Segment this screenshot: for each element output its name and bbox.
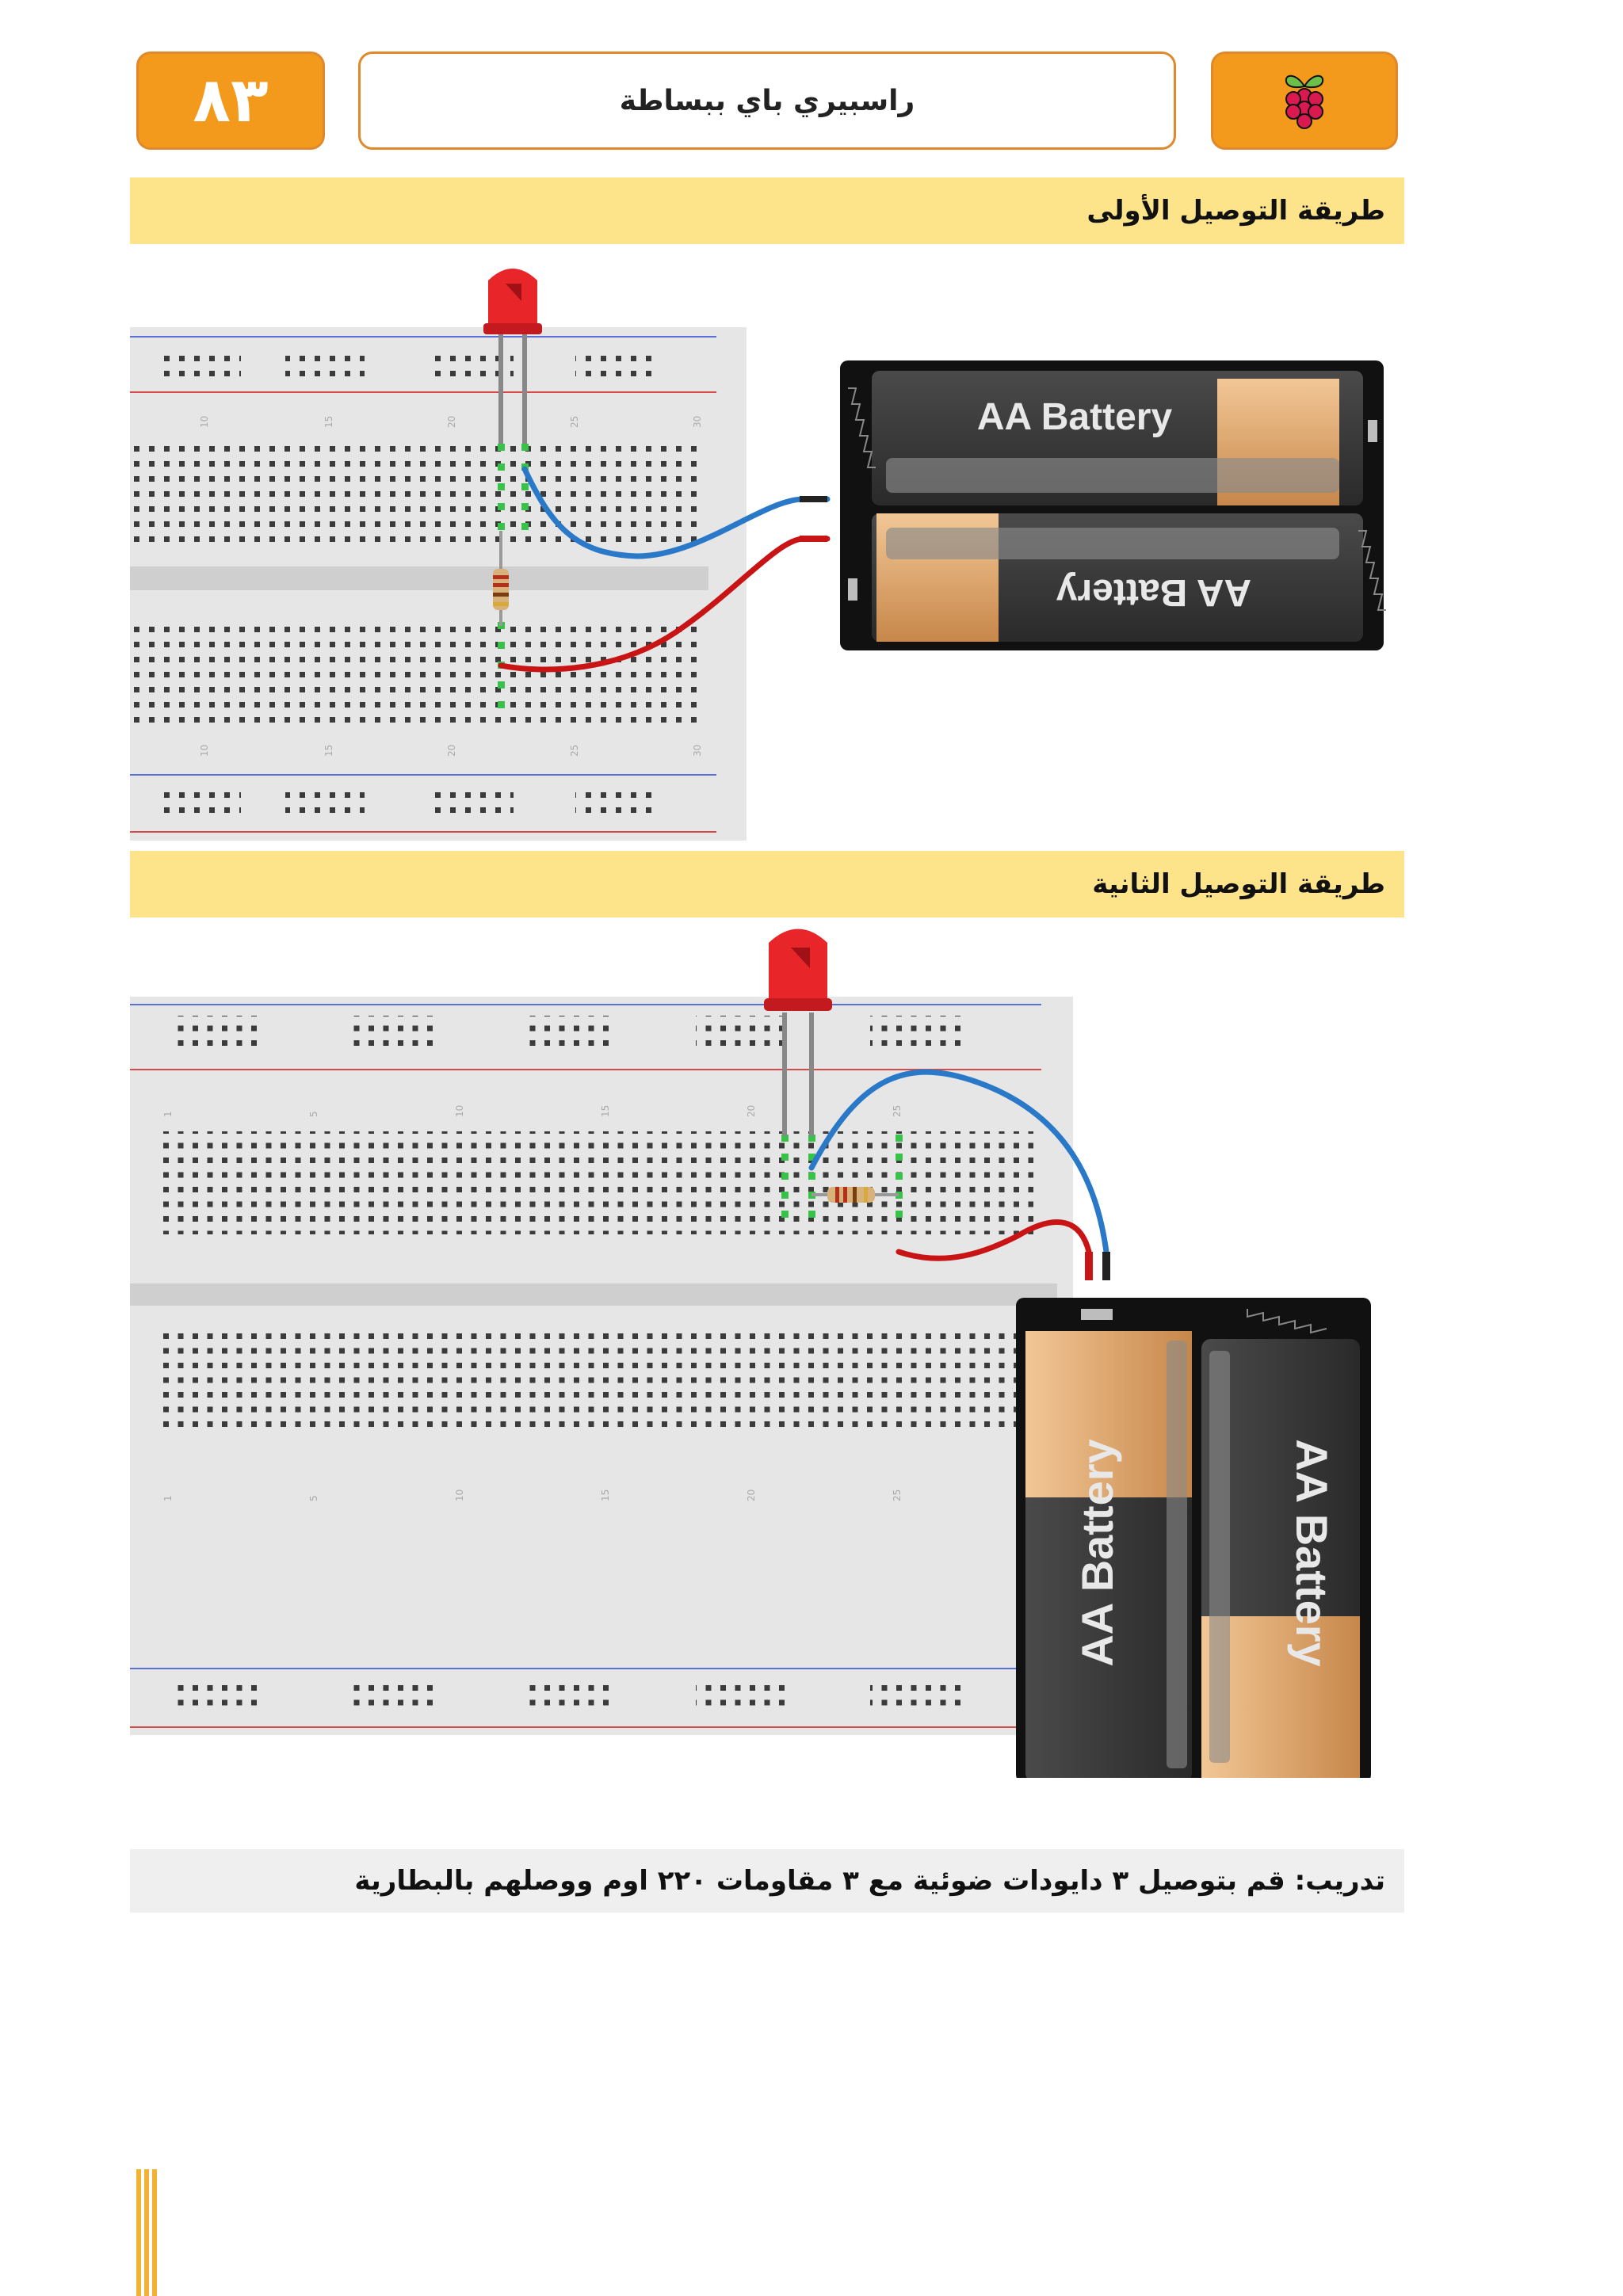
column-number-15-bottom: 15	[600, 1489, 611, 1501]
column-number-1: 1	[162, 1111, 174, 1117]
decorative-stripe	[144, 2169, 149, 2296]
column-number-5: 5	[308, 1111, 319, 1117]
battery-label-1: AA Battery	[976, 396, 1173, 438]
breadboard-2	[130, 997, 1073, 1735]
battery-label-3: AA Battery	[1072, 1439, 1122, 1667]
decorative-stripe	[152, 2169, 157, 2296]
column-number-1-bottom: 1	[162, 1495, 174, 1501]
column-number-15: 15	[600, 1104, 611, 1117]
decorative-stripe	[136, 2169, 141, 2296]
column-number-10-bottom: 10	[199, 744, 210, 757]
column-number-20-bottom: 20	[746, 1489, 757, 1501]
column-number-30: 30	[692, 415, 703, 428]
breadboard-1	[130, 327, 747, 841]
wiring-figure-1	[130, 261, 1398, 848]
column-number-20: 20	[446, 415, 457, 428]
column-number-25-bottom: 25	[892, 1489, 903, 1501]
book-title-box	[358, 51, 1176, 150]
column-number-25: 25	[569, 415, 580, 428]
battery-label-2: AA Battery	[1056, 571, 1252, 613]
section-heading-1	[130, 177, 1404, 244]
column-number-20-bottom: 20	[446, 744, 457, 757]
column-number-25: 25	[892, 1104, 903, 1117]
column-number-15-bottom: 15	[323, 744, 334, 757]
column-number-20: 20	[746, 1104, 757, 1117]
page-number: ٨٣	[193, 65, 269, 136]
column-number-15: 15	[323, 415, 334, 428]
logo-box	[1211, 51, 1398, 150]
page-number-badge	[136, 51, 325, 150]
column-number-5-bottom: 5	[308, 1495, 319, 1501]
column-number-30-bottom: 30	[692, 744, 703, 757]
battery-holder-2	[1016, 1298, 1371, 1783]
section-heading-2	[130, 851, 1404, 917]
column-number-10: 10	[454, 1104, 465, 1117]
battery-label-4: AA Battery	[1287, 1439, 1337, 1667]
exercise-box	[130, 1849, 1404, 1913]
wiring-figure-2	[130, 919, 1398, 1783]
raspberry-pi-logo-icon	[1277, 69, 1332, 132]
column-number-25-bottom: 25	[569, 744, 580, 757]
column-number-10-bottom: 10	[454, 1489, 465, 1501]
section-heading-1-text: طريقة التوصيل الأولى	[1086, 195, 1385, 227]
battery-holder-1	[840, 360, 1386, 650]
exercise-text: تدريب: قم بتوصيل ٣ دايودات ضوئية مع ٣ مقاومات ٢٢٠ اوم ووصلهم بالبطارية	[354, 1865, 1385, 1897]
column-number-10: 10	[199, 415, 210, 428]
book-title: راسبيري باي ببساطة	[619, 84, 915, 117]
section-heading-2-text: طريقة التوصيل الثانية	[1092, 868, 1385, 900]
